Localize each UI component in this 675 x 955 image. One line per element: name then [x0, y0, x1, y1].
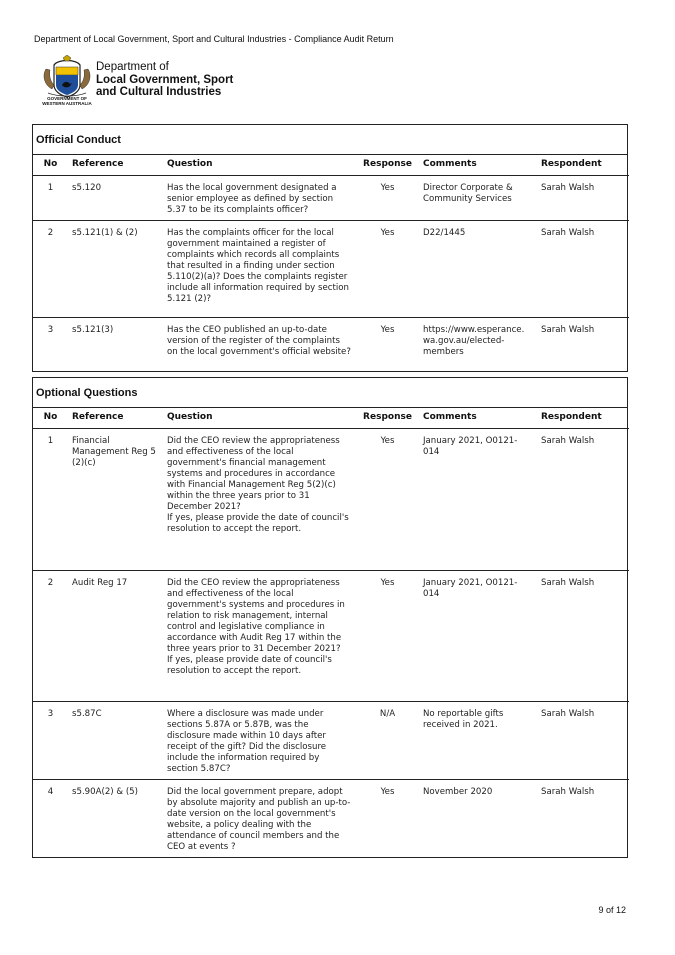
running-header: Department of Local Government, Sport and Cultural Industries - Compliance Audit Return	[34, 34, 394, 44]
col-reference: Reference	[68, 155, 163, 175]
table-row	[33, 317, 629, 371]
cell-respondent: Sarah Walsh	[537, 570, 629, 701]
cell-response: Yes	[356, 175, 419, 220]
cell-question: Did the local government prepare, adopt by absolute majority and publish an up-to-date version on the local government's website, a policy dealing with the attendance of council members and the CEO at events ?	[167, 786, 351, 852]
col-respondent: Respondent	[537, 155, 629, 175]
cell-reference: Financial Management Reg 5 (2)(c)	[68, 428, 163, 570]
dept-line3: and Cultural Industries	[96, 86, 222, 98]
cell-response: N/A	[356, 701, 419, 779]
cell-comments: D22/1445	[419, 220, 537, 317]
cell-no: 3	[47, 324, 54, 335]
col-question: Question	[163, 408, 356, 428]
department-name	[96, 61, 233, 99]
col-comments: Comments	[419, 155, 537, 175]
cell-respondent: Sarah Walsh	[537, 701, 629, 779]
cell-no: 4	[47, 786, 54, 797]
cell-reference: s5.121(3)	[72, 324, 114, 335]
cell-respondent: Sarah Walsh	[537, 175, 629, 220]
cell-response: Yes	[356, 570, 419, 701]
cell-question: Did the CEO review the appropriateness and effectiveness of the local government's financial management systems and procedures in accordance with Financial Management Reg 5(2)(c) within the three years prior to 31 December 2021? If yes, please provide the date of council's resolution to accept the report.	[163, 428, 356, 570]
optional-questions-table	[33, 408, 629, 857]
cell-comments: Director Corporate & Community Services	[419, 175, 537, 220]
cell-respondent: Sarah Walsh	[537, 428, 629, 570]
table-header-row	[33, 408, 629, 428]
col-response: Response	[356, 155, 419, 175]
department-logo	[38, 55, 238, 115]
crest-caption-line2: WESTERN AUSTRALIA	[42, 101, 92, 106]
cell-response: Yes	[380, 324, 395, 335]
official-conduct-table	[33, 155, 629, 371]
cell-response: Yes	[356, 428, 419, 570]
dept-line1: Department of	[96, 61, 169, 73]
cell-response: Yes	[380, 786, 395, 797]
cell-reference: s5.90A(2) & (5)	[72, 786, 139, 797]
table-row	[33, 701, 629, 779]
table-header-row	[33, 155, 629, 175]
cell-reference: s5.87C	[68, 701, 163, 779]
cell-no: 2	[33, 220, 68, 317]
cell-reference: s5.120	[68, 175, 163, 220]
col-no: No	[33, 155, 68, 175]
table-row	[33, 175, 629, 220]
col-comments: Comments	[419, 408, 537, 428]
table-row	[33, 779, 629, 857]
crest-caption	[38, 96, 96, 106]
cell-question: Where a disclosure was made under sections 5.87A or 5.87B, was the disclosure made within 10 days after receipt of the gift? Did the disclosure include the information required by section 5.87C?	[163, 701, 356, 779]
cell-question: Has the local government designated a senior employee as defined by section 5.37 to be its complaints officer?	[163, 175, 356, 220]
cell-respondent: Sarah Walsh	[541, 324, 595, 335]
col-question: Question	[163, 155, 356, 175]
dept-line2: Local Government, Sport	[96, 73, 234, 86]
cell-no: 1	[33, 428, 68, 570]
col-no: No	[33, 408, 68, 428]
cell-comments: November 2020	[423, 786, 493, 797]
official-conduct-section	[32, 124, 628, 372]
cell-comments: January 2021, O0121-014	[419, 428, 537, 570]
cell-question: Did the CEO review the appropriateness and effectiveness of the local government's systems and procedures in relation to risk management, internal control and legislative compliance in accordance with Audit Reg 17 within the three years prior to 31 December 2021? If yes, please provide date of council's resolution to accept the report.	[163, 570, 356, 701]
cell-comments: https://www.esperance. wa.gov.au/elected- members	[423, 324, 525, 357]
section-title: Optional Questions	[33, 378, 627, 408]
col-reference: Reference	[68, 408, 163, 428]
col-respondent: Respondent	[537, 408, 629, 428]
section-title: Official Conduct	[33, 125, 627, 155]
col-response: Response	[356, 408, 419, 428]
cell-respondent: Sarah Walsh	[537, 220, 629, 317]
cell-no: 3	[33, 701, 68, 779]
cell-no: 2	[33, 570, 68, 701]
cell-response: Yes	[356, 220, 419, 317]
cell-respondent: Sarah Walsh	[541, 786, 595, 797]
table-row	[33, 220, 629, 317]
cell-reference: s5.121(1) & (2)	[68, 220, 163, 317]
cell-comments: No reportable gifts received in 2021.	[419, 701, 537, 779]
cell-question: Has the complaints officer for the local government maintained a register of complaints which records all complaints that resulted in a finding under section 5.110(2)(a)? Does the complaints register include all information required by section 5.121 (2)?	[163, 220, 356, 317]
cell-question: Has the CEO published an up-to-date version of the register of the complaints on the local government's official website?	[167, 324, 351, 357]
page-number: 9 of 12	[598, 905, 626, 915]
table-row	[33, 570, 629, 701]
cell-no: 1	[33, 175, 68, 220]
crest-caption-line1: GOVERNMENT OF	[47, 96, 87, 101]
optional-questions-section	[32, 377, 628, 858]
cell-reference: Audit Reg 17	[68, 570, 163, 701]
cell-comments: January 2021, O0121-014	[419, 570, 537, 701]
table-row	[33, 428, 629, 570]
